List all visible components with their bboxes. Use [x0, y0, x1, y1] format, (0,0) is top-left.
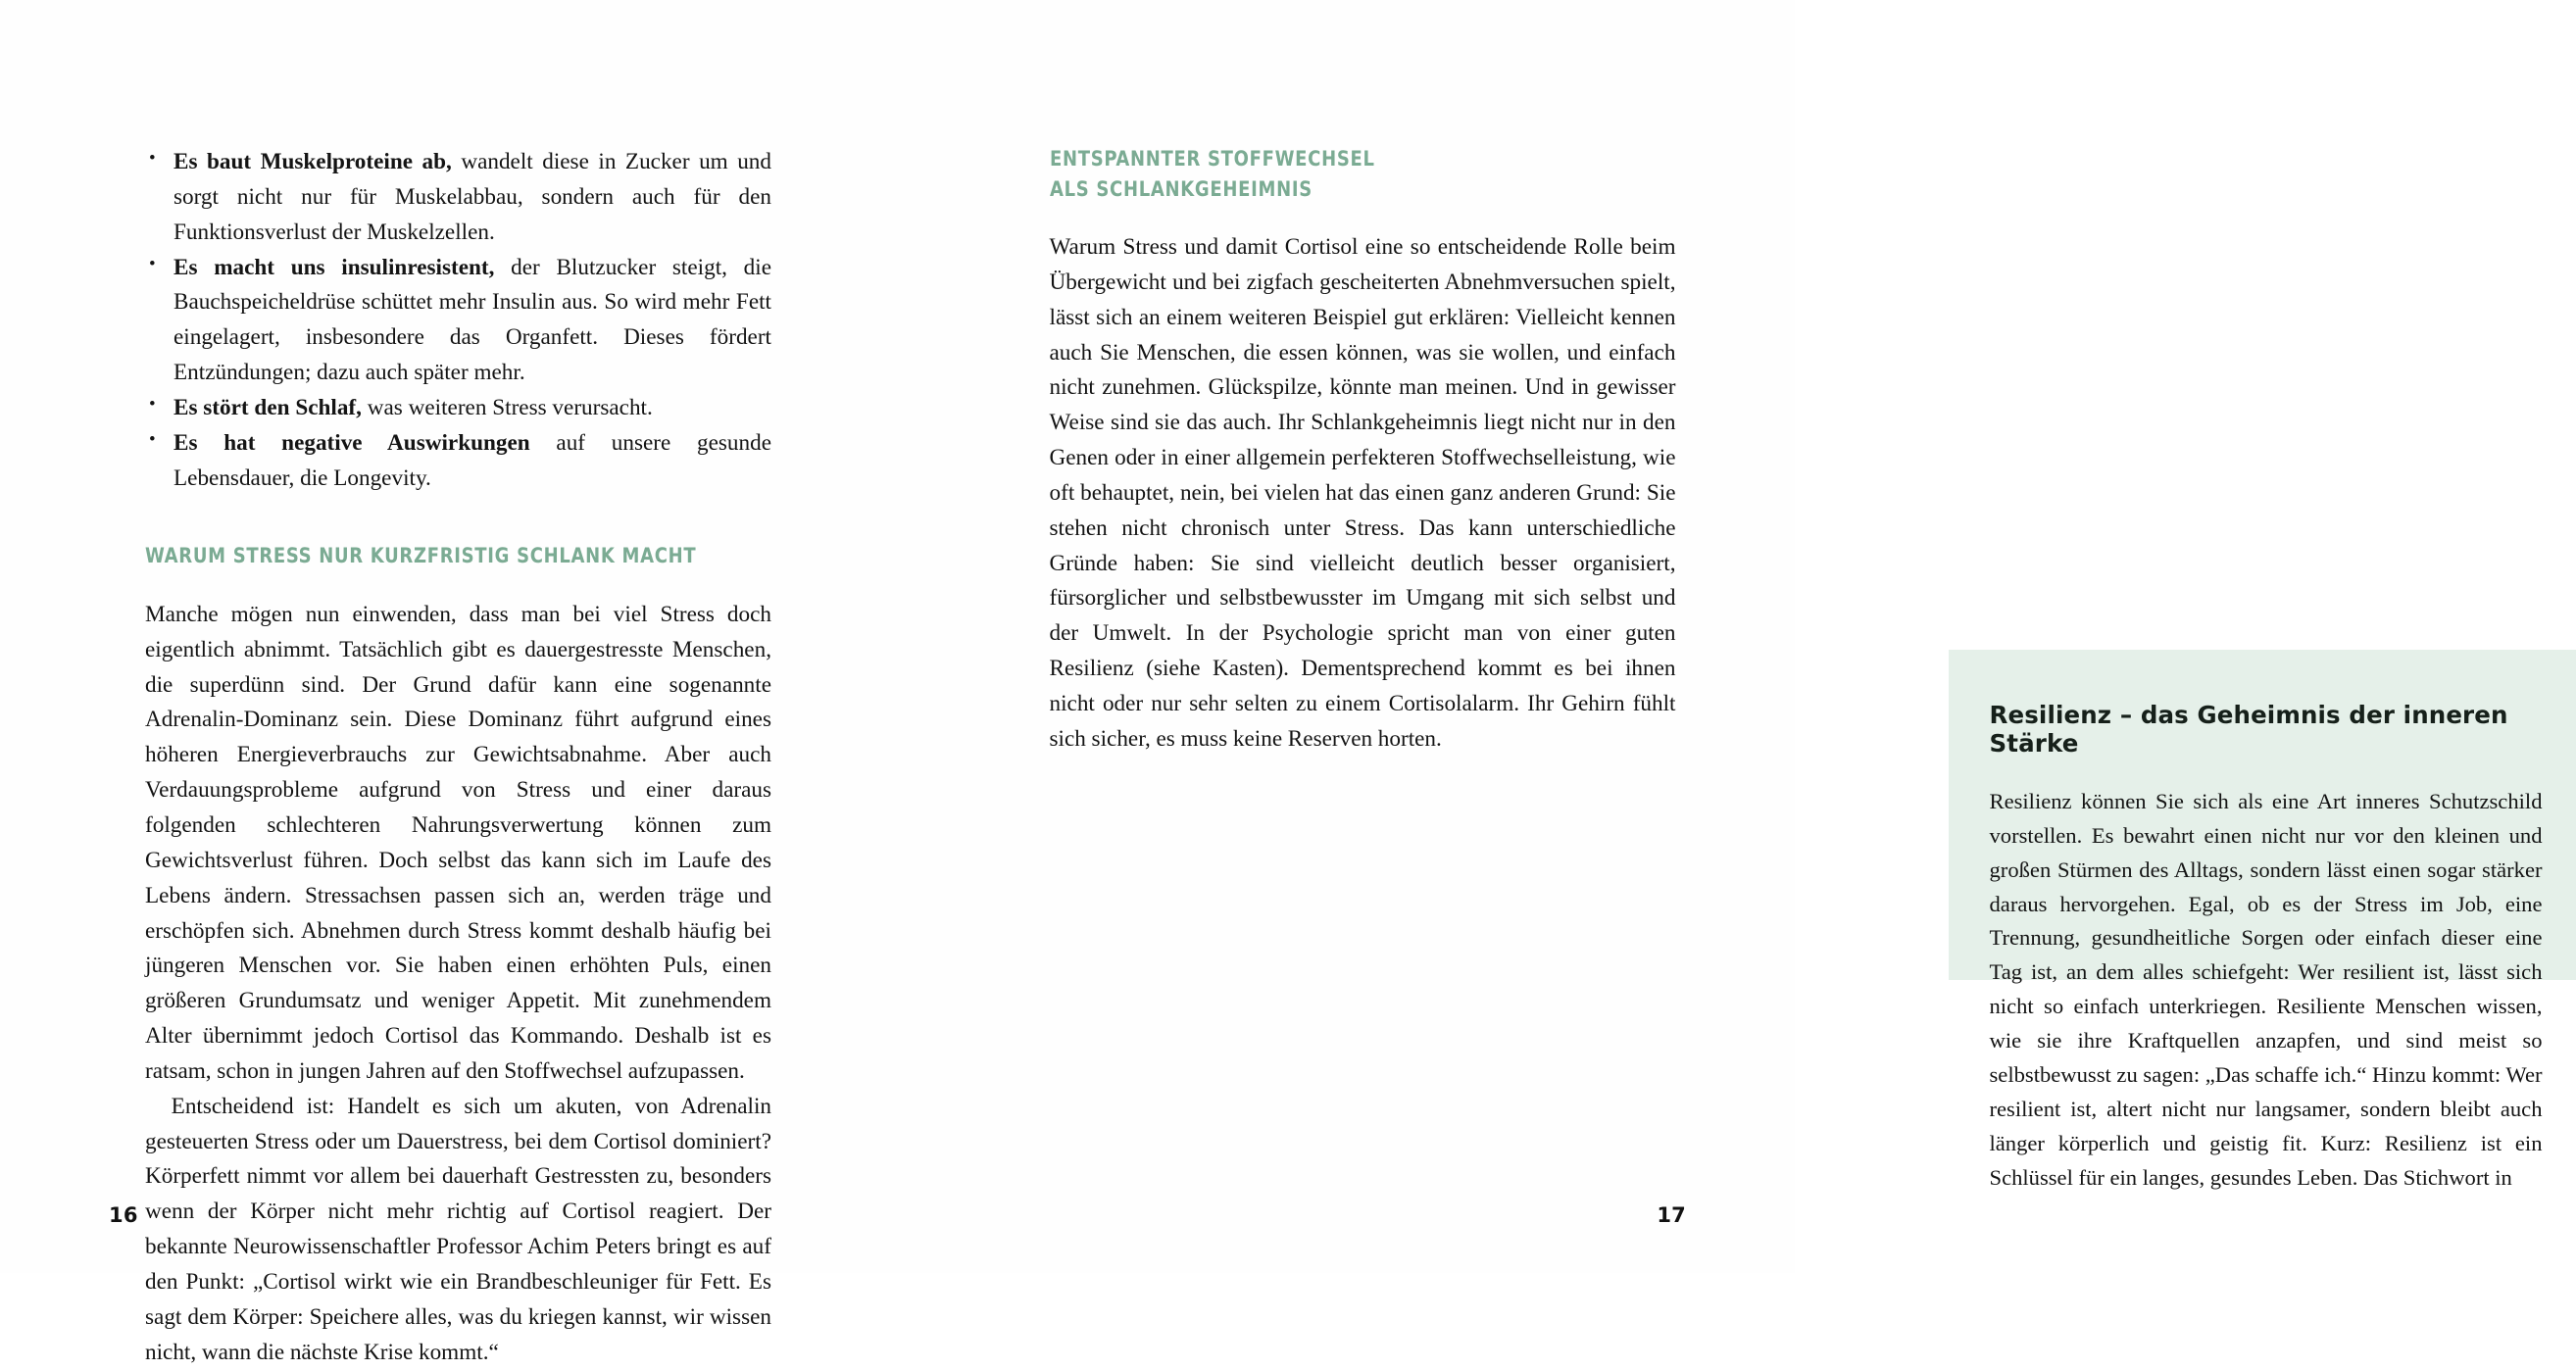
list-item-text: was weiteren Stress verursacht.: [361, 394, 653, 420]
list-item-text: auf unsere gesunde Lebensdauer, die Longevity.: [173, 429, 771, 491]
list-item: [145, 251, 771, 391]
page-right: [898, 0, 2543, 1273]
page-number-left: 16: [109, 1203, 138, 1227]
list-item-text: der Blutzucker steigt, die Bauchspeicheldrüse schüttet mehr Insulin aus. So wird mehr Fett eingelagert, insbesondere das Organfett. Dieses fördert Entzündungen; dazu auch später mehr.: [173, 254, 771, 386]
paragraph: Warum Stress und damit Cortisol eine so entscheidende Rolle beim Übergewicht und bei zigfach gescheiterten Abnehmversuchen spielt, lässt sich an einem weiteren Beispiel gut erklären: Vielleicht kennen auch Sie Menschen, die essen können, was sie wollen, und einfach nicht zunehmen. Glückspilze, könnte man meinen. Und in gewisser Weise sind sie das auch. Ihr Schlankgeheimnis liegt nicht nur in den Genen oder in einer allgemein perfekteren Stoffwechselleistung, wie oft behauptet, nein, bei vielen hat das einen ganz anderen Grund: Sie stehen nicht chronisch unter Stress. Das kann unterschiedliche Gründe haben: Sie sind vielleicht deutlich besser organisiert, fürsorglicher und selbstbewusster im Umgang mit sich selbst und der Umwelt. In der Psychologie spricht man von einer guten Resilienz (siehe Kasten). Dementsprechend kommt es bei ihnen nicht oder nur sehr selten zu einem Cortisolalarm. Ihr Gehirn fühlt sich sicher, es muss keine Reserven horten.: [1049, 234, 1676, 752]
left-text-column: [145, 145, 771, 1371]
spacer: [1050, 205, 1676, 230]
paragraph: Manche mögen nun einwenden, dass man bei viel Stress doch eigentlich abnimmt. Tatsächlich gibt es dauergestresste Menschen, die superdünn sind. Der Grund dafür kann eine sogenannte Adrenalin-Dominanz sein. Diese Dominanz führt aufgrund eines höheren Energieverbrauchs zur Gewichtsabnahme. Aber auch Verdauungsprobleme aufgrund von Stress und einer daraus folgenden schlechteren Nahrungsverwertung können zum Gewichtsverlust führen. Doch selbst das kann sich im Laufe des Lebens ändern. Stressachsen passen sich an, werden träge und erschöpfen sich. Abnehmen durch Stress kommt deshalb häufig bei jüngeren Menschen vor. Sie haben einen erhöhten Puls, einen größeren Grundumsatz und weniger Appetit. Mit zunehmendem Alter übernimmt jedoch Cortisol das Kommando. Deshalb ist es ratsam, schon in jungen Jahren auf den Stoffwechsel aufzupassen.: [145, 601, 771, 1084]
page-number-right: 17: [1657, 1203, 1686, 1227]
right-text-column: [1050, 145, 1676, 758]
resilienz-callout-box: [1949, 650, 2576, 1190]
section-heading-entspannter-stoffwechsel: [1050, 145, 1632, 205]
section-heading-warum-stress: [145, 542, 727, 572]
list-item-lead: Es baut Muskelproteine ab,: [173, 149, 452, 174]
page-left: [0, 0, 898, 1365]
section-heading-line: ENTSPANNTER STOFFWECHSEL: [1049, 147, 1375, 171]
spacer: [145, 572, 771, 598]
list-item: [145, 145, 771, 251]
list-item-lead: Es hat negative Auswirkungen: [173, 429, 530, 456]
section-heading-line: WARUM STRESS NUR KURZFRISTIG SCHLANK MACHT: [145, 544, 697, 569]
paragraph: Entscheidend ist: Handelt es sich um akuten, von Adrenalin gesteuerten Stress oder um Dauerstress, bei dem Cortisol dominiert? Körperfett nimmt vor allem bei dauerhaft Gestressten zu, besonders wenn der Körper nicht mehr richtig auf Cortisol reagiert. Der bekannte Neurowissenschaftler Professor Achim Peters bringt es auf den Punkt: „Cortisol wirkt wie ein Brandbeschleuniger für Fett. Es sagt dem Körper: Speichere alles, was du kriegen kannst, wir wissen nicht, wann die nächste Krise kommt.“: [145, 1093, 771, 1365]
list-item-lead: Es stört den Schlaf,: [173, 394, 362, 420]
list-item: [145, 391, 771, 426]
spacer: [145, 496, 771, 542]
list-item-lead: Es macht uns insulinresistent,: [173, 254, 495, 280]
list-item-text: wandelt diese in Zucker um und sorgt nicht nur für Muskelabbau, sondern auch für den Funktionsverlust der Muskelzellen.: [173, 149, 771, 245]
callout-title: Resilienz – das Geheimnis der inneren Stärke: [1989, 701, 2508, 759]
section-heading-line: ALS SCHLANKGEHEIMNIS: [1049, 176, 1313, 202]
cortisol-effects-list: [145, 145, 771, 496]
list-item: [145, 426, 771, 497]
callout-body: Resilienz können Sie sich als eine Art inneres Schutzschild vorstellen. Es bewahrt einen nicht nur vor den kleinen und großen Stürmen des Alltags, sondern lässt einen sogar stärker daraus hervorgehen. Egal, ob es der Stress im Job, eine Trennung, gesundheitliche Sorgen oder einfach dieser eine Tag ist, an dem alles schiefgeht: Wer resilient ist, lässt sich nicht so einfach unterkriegen. Resiliente Menschen wissen, wie sie ihre Kraftquellen anzapfen, und sind meist so selbstbewusst zu sagen: „Das schaffe ich.“ Hinzu kommt: Wer resilient ist, altert nicht nur langsamer, sondern bleibt auch länger körperlich und geistig fit. Kurz: Resilienz ist ein Schlüssel für ein langes, gesundes Leben. Das Stichwort in: [1989, 788, 2543, 1190]
